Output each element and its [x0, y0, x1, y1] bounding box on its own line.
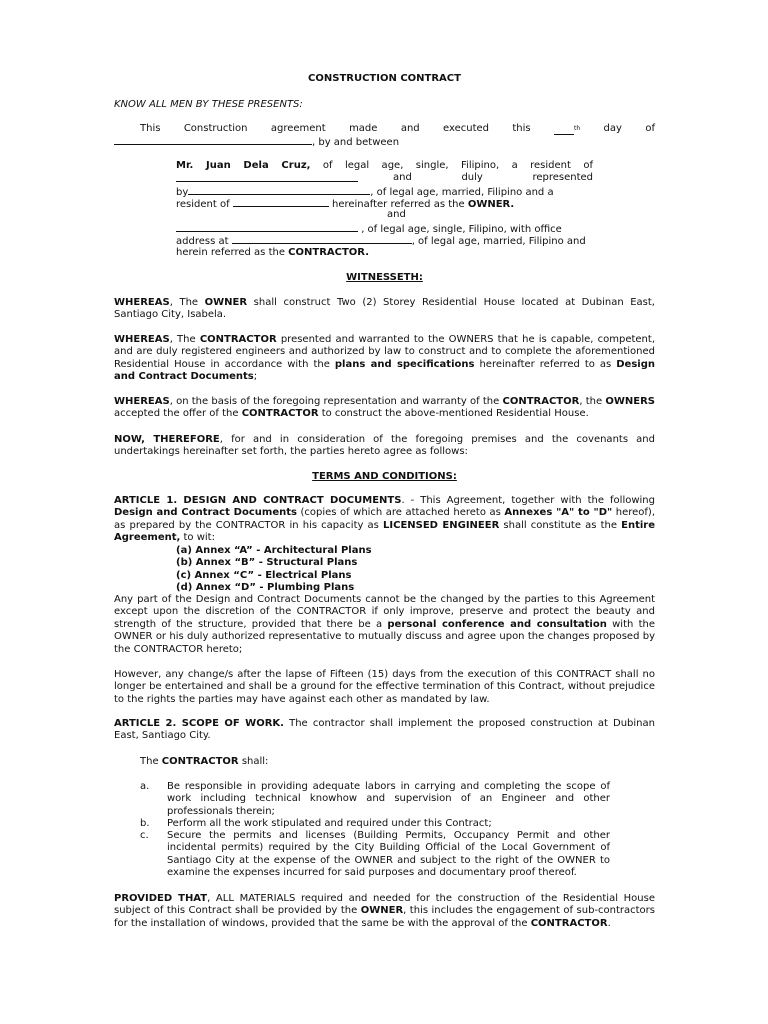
owner-label: OWNER. [467, 199, 515, 210]
annex-a: (a) Annex “A” - Architectural Plans [176, 545, 372, 556]
whereas-1 [114, 297, 655, 322]
docs-ref: Design and Contract Documents [114, 507, 297, 519]
text: presented and warranted to the OWNERS that he is capable, competent, and are duly registered engineers and authorized by law to construct and to complete the aforementioned Residential House in accordance with the [114, 334, 655, 370]
witnesseth-heading: WITNESSETH: [346, 272, 423, 283]
intro-line-2 [114, 135, 399, 149]
text: shall constitute as the [503, 519, 617, 531]
provided-lead: PROVIDED THAT [114, 893, 208, 904]
text: to construct the above-mentioned Residential House. [321, 408, 589, 420]
address-rest: , of legal age, married, Filipino and [411, 236, 586, 247]
by-rest: , of legal age, married, Filipino and a [370, 187, 554, 198]
list-letter-b: b. [140, 818, 150, 829]
intro-word: Construction [183, 123, 248, 134]
owner-ref: OWNER [204, 297, 248, 308]
contractor-label: CONTRACTOR. [288, 247, 369, 258]
owner-ref: OWNER [360, 905, 404, 917]
intro-word: This [140, 123, 161, 134]
text: , The [169, 334, 196, 345]
contractor-ref: CONTRACTOR [530, 917, 608, 929]
and-separator: and [387, 209, 406, 220]
text: , The [169, 297, 199, 308]
intro-end: , by and between [312, 137, 400, 148]
whereas-lead: WHEREAS [114, 396, 170, 407]
text: , the [579, 396, 603, 407]
text: The [140, 756, 159, 767]
annexes-ref: Annexes "A" to "D" [504, 507, 613, 519]
provided-that [114, 893, 655, 930]
address-at-label: address at [176, 236, 229, 247]
resident-line [176, 197, 514, 211]
intro-word: made [349, 123, 378, 134]
owner-desc: of legal age, single, Filipino, a resident of [322, 160, 593, 171]
duly-represented: and duly represented [393, 172, 593, 183]
plans-ref: plans and specifications [334, 358, 475, 370]
text: , for and in consideration of the foregoing premises and the covenants and undertakings hereinafter set forth, the parties hereto agree as follows: [114, 434, 655, 458]
text: (copies of which are attached hereto as [300, 507, 501, 519]
whereas-2 [114, 334, 655, 384]
annex-b: (b) Annex “B” - Structural Plans [176, 557, 358, 568]
hereinafter-owner: hereinafter referred as the [331, 199, 465, 210]
ordinal-suffix: th [574, 125, 581, 132]
text: with the OWNER or his duly authorized representative to mutually discuss and agree upon the changes proposed by the CONTRACTOR hereto; [114, 618, 655, 655]
contractor-ref: CONTRACTOR [241, 408, 319, 420]
contractor-ref: CONTRACTOR [199, 334, 277, 345]
whereas-3 [114, 396, 655, 421]
text: . - This Agreement, together with the following [401, 495, 655, 506]
document-title: CONSTRUCTION CONTRACT [308, 73, 461, 84]
article-1-intro [114, 495, 655, 545]
list-letter-c: c. [140, 830, 149, 841]
contractor-ref: CONTRACTOR [502, 396, 580, 407]
intro-word: day [603, 123, 622, 134]
annex-c: (c) Annex “C” - Electrical Plans [176, 570, 352, 581]
text: , on the basis of the foregoing representation and warranty of the [169, 396, 500, 407]
contractor-desc: , of legal age, single, Filipino, with office [361, 224, 562, 235]
preamble: KNOW ALL MEN BY THESE PRESENTS: [114, 99, 303, 110]
owners-ref: OWNERS [605, 396, 655, 407]
herein-contractor: herein referred as the [176, 247, 285, 258]
text: The contractor shall implement the proposed construction at Dubinan East, Santiago City. [114, 718, 655, 742]
text: shall: [241, 756, 269, 767]
owner-line [176, 160, 593, 172]
month-blank [114, 135, 312, 145]
herein-line [176, 247, 369, 259]
residence-blank [176, 172, 358, 182]
text: to wit: [183, 532, 215, 544]
intro-word: and [400, 123, 420, 134]
text: shall construct Two (2) Storey Residential House located at Dubinan East, Santiago City, Isabela. [114, 297, 655, 321]
list-letter-a: a. [140, 781, 150, 792]
representative-blank [188, 185, 370, 195]
docs-ref: Design and Contract Documents [114, 358, 655, 383]
article-2-heading: ARTICLE 2. SCOPE OF WORK. [114, 718, 284, 729]
office-address-blank [232, 234, 412, 244]
licensed-ref: LICENSED ENGINEER [383, 519, 500, 531]
by-label: by [176, 187, 189, 198]
text: hereof), as prepared by the CONTRACTOR in his capacity as [114, 507, 656, 531]
list-item-c: Secure the permits and licenses (Building Permits, Occupancy Permit and other incidental permits) required by the City Building Official of the Local Government of Santiago City at the expense of the OWNER and subject to the right of the OWNER to examine the expenses incurred for said purposes and documentary proof thereof. [167, 830, 610, 879]
intro-word: of [645, 123, 655, 134]
article-1-para-2: However, any change/s after the lapse of Fifteen (15) days from the execution of this CONTRACT shall no longer be entertained and shall be a ground for the effective termination of this Contract, without prejudice to the rights the parties may have against each other as mandated by law. [114, 669, 655, 705]
text: ; [253, 371, 258, 383]
now-therefore-lead: NOW, THEREFORE [114, 434, 220, 445]
list-item-b: Perform all the work stipulated and required under this Contract; [167, 818, 492, 829]
contractor-blank [176, 222, 358, 232]
terms-heading: TERMS AND CONDITIONS: [312, 471, 457, 482]
article-2-intro [114, 718, 655, 743]
article-1-para-1 [114, 594, 655, 656]
text: . [607, 917, 611, 929]
whereas-lead: WHEREAS [114, 297, 170, 308]
intro-word: executed [443, 123, 490, 134]
resident-of-label: resident of [176, 199, 230, 210]
contractor-ref: CONTRACTOR [161, 756, 239, 767]
text: , this includes the engagement of sub-contractors for the installation of windows, provided that the same be with the approval of the [114, 905, 655, 929]
entire-ref: Entire Agreement, [114, 519, 656, 544]
personal-conference-ref: personal conference and consultation [387, 618, 607, 630]
day-blank [554, 123, 580, 139]
text: hereinafter referred to as [479, 358, 612, 370]
list-item-a: Be responsible in providing adequate labors in carrying and completing the scope of work including technical knowhow and supervision of an Engineer and other professionals therein; [167, 781, 610, 817]
text: accepted the offer of the [114, 408, 239, 420]
whereas-lead: WHEREAS [114, 334, 170, 345]
text: Any part of the Design and Contract Documents cannot be the changed by the parties to this Agreement except upon the discretion of the CONTRACTOR if only improve, preserve and protect the beauty and strength of the structure, provided that there be a [114, 594, 655, 630]
now-therefore [114, 434, 655, 459]
intro-word: this [512, 123, 531, 134]
article-1-heading: ARTICLE 1. DESIGN AND CONTRACT DOCUMENTS [114, 495, 402, 506]
address-blank [233, 197, 329, 207]
duly-line [176, 172, 593, 184]
owner-name: Mr. Juan Dela Cruz, [176, 160, 311, 171]
contractor-shall [140, 756, 268, 768]
annex-d: (d) Annex “D” - Plumbing Plans [176, 582, 355, 593]
text: , ALL MATERIALS required and needed for the construction of the Residential House subject of this Contract shall be provided by the [114, 893, 655, 917]
intro-word: agreement [270, 123, 326, 134]
